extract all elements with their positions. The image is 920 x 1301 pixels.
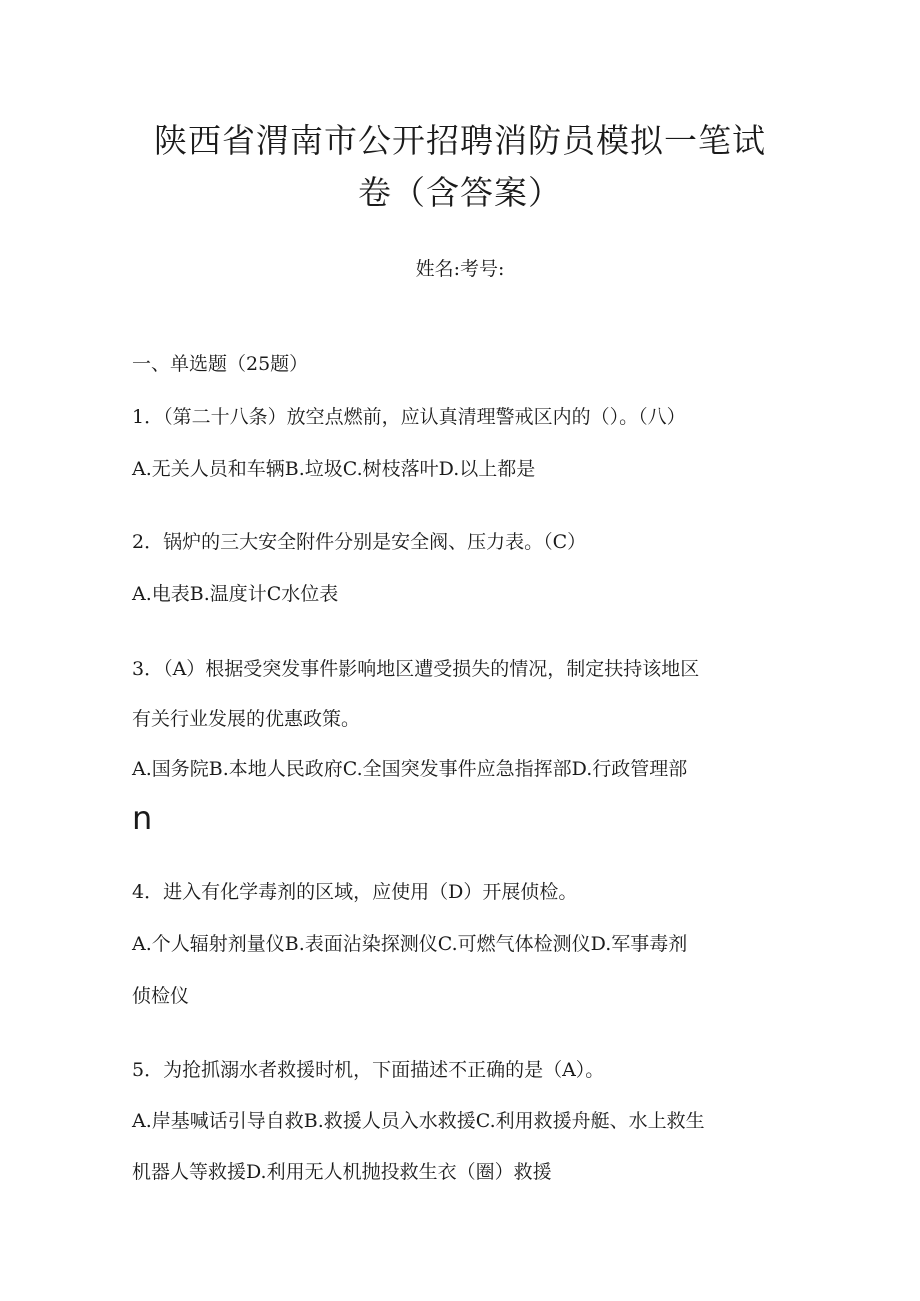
question-3-options-line-2: n <box>132 799 153 837</box>
question-3-options-line-1: A.国务院B.本地人民政府C.全国突发事件应急指挥部D.行政管理部 <box>132 758 688 780</box>
question-5-options-line-2: 机器人等救援D.利用无人机抛投救生衣（圈）救援 <box>132 1161 552 1183</box>
question-4-stem: 4．进入有化学毒剂的区域，应使用（D）开展侦检。 <box>132 881 578 903</box>
section-heading: 一、单选题（25题） <box>132 353 309 375</box>
question-1-stem: 1．（第二十八条）放空点燃前，应认真清理警戒区内的（）。（八） <box>132 406 686 428</box>
question-3-stem-line-2: 有关行业发展的优惠政策。 <box>132 708 361 730</box>
question-2-options: A.电表B.温度计C水位表 <box>132 583 339 605</box>
question-2-stem: 2．锅炉的三大安全附件分别是安全阀、压力表。（C） <box>132 531 587 553</box>
document-title-line-1: 陕西省渭南市公开招聘消防员模拟一笔试 <box>154 121 766 160</box>
question-4-options-line-1: A.个人辐射剂量仪B.表面沾染探测仪C.可燃气体检测仪D.军事毒剂 <box>132 933 688 955</box>
document-title-line-2: 卷（含答案） <box>358 173 562 212</box>
question-3-stem-line-1: 3．（A）根据受突发事件影响地区遭受损失的情况，制定扶持该地区 <box>132 658 700 680</box>
question-4-options-line-2: 侦检仪 <box>132 985 190 1007</box>
question-5-stem: 5．为抢抓溺水者救援时机，下面描述不正确的是（A）。 <box>132 1059 605 1081</box>
question-5-options-line-1: A.岸基喊话引导自救B.救援人员入水救援C.利用救援舟艇、水上救生 <box>132 1110 705 1132</box>
name-exam-number-line: 姓名:考号: <box>415 258 505 280</box>
question-1-options: A.无关人员和车辆B.垃圾C.树枝落叶D.以上都是 <box>132 458 536 480</box>
